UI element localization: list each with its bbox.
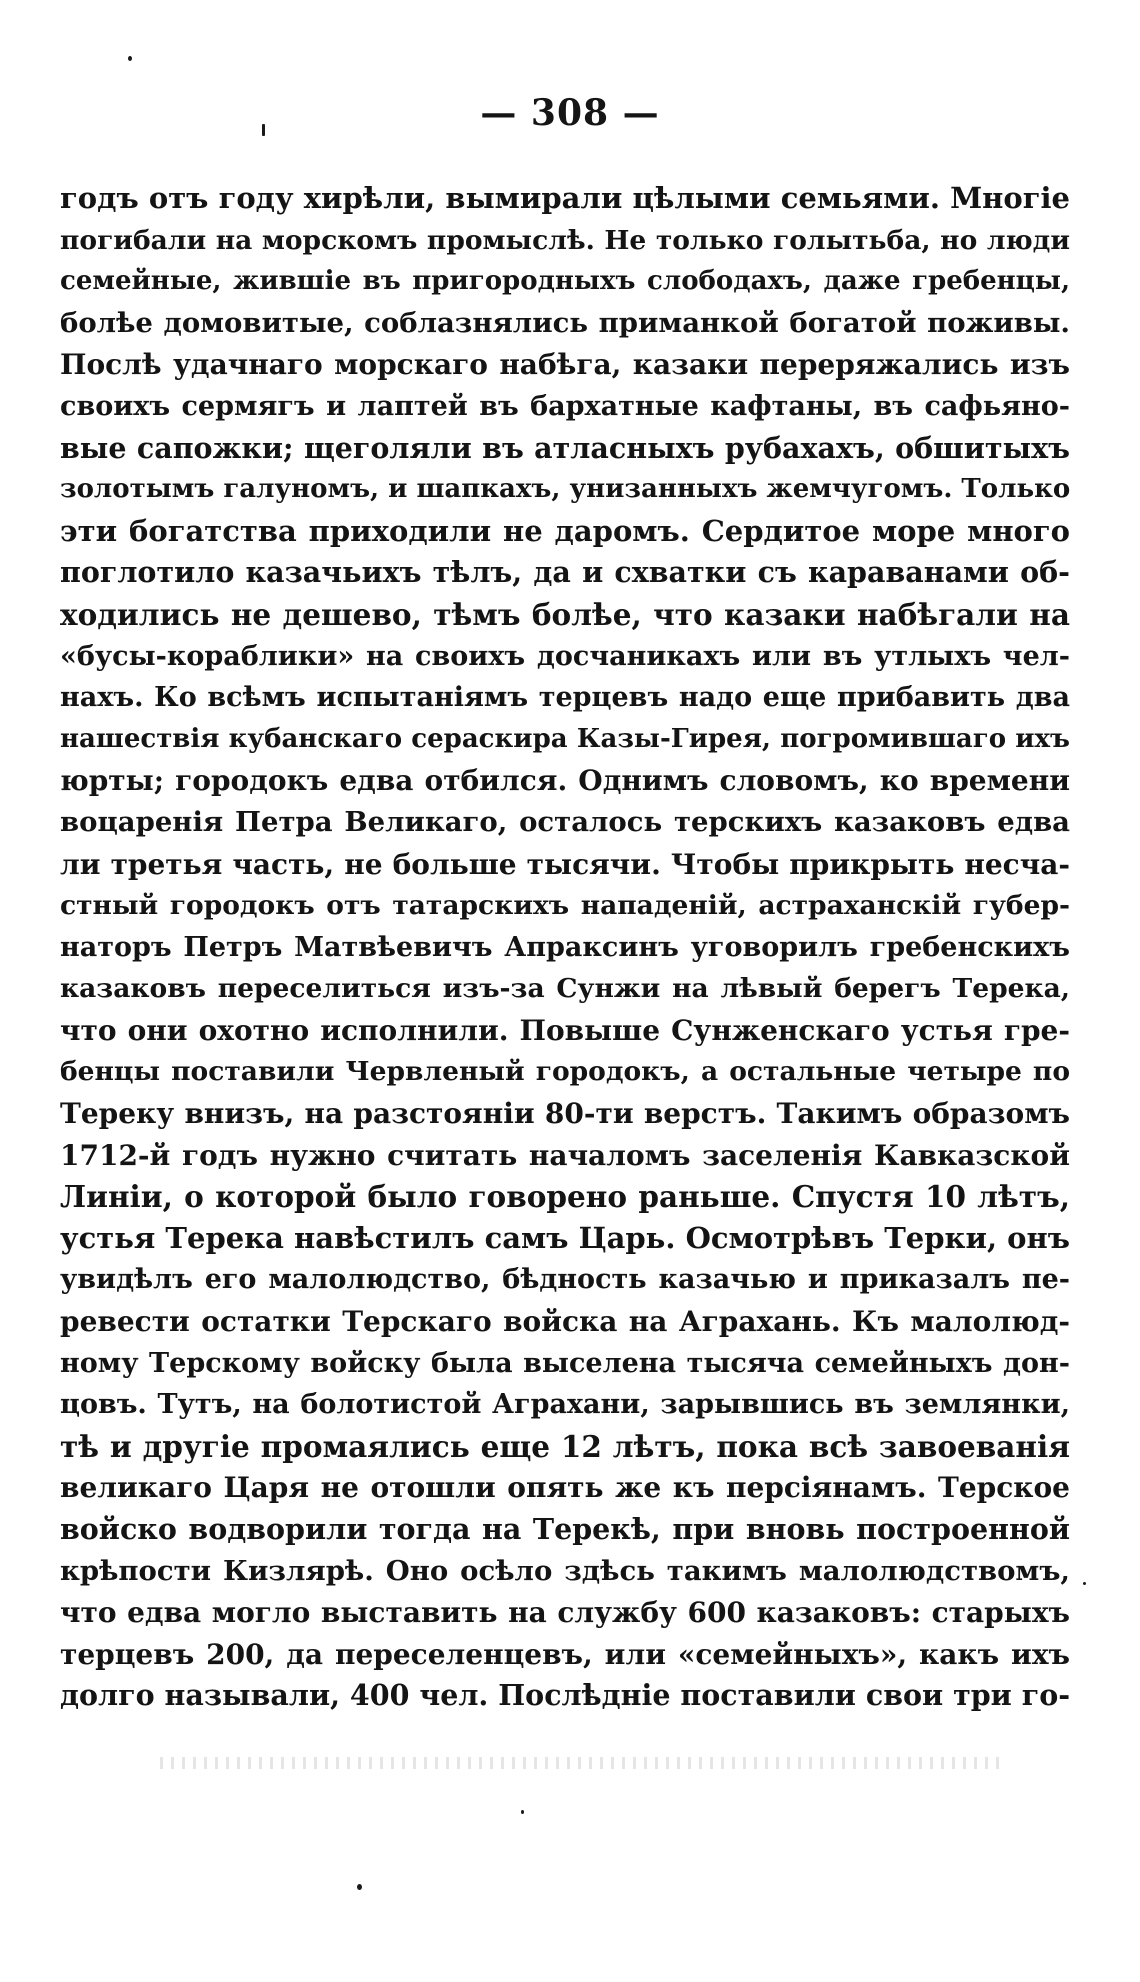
text-line: крѣпости Кизлярѣ. Оно осѣло здѣсь такимъ малолюдствомъ, — [60, 1554, 1070, 1587]
text-line: золотымъ галуномъ, и шапкахъ, унизанныхъ жемчугомъ. Только — [60, 474, 1071, 505]
text-line: ли третья часть, не больше тысячи. Чтобы прикрыть несча- — [60, 847, 1070, 881]
text-line: казаковъ переселиться изъ-за Сунжи на лѣвый берегъ Терека, — [60, 973, 1070, 1005]
text-line: долго называли, 400 чел. Послѣдніе поставили свои три го- — [60, 1678, 1071, 1713]
scan-speck — [521, 1810, 524, 1814]
text-line: ревести остатки Терскаго войска на Аграхань. Къ малолюд- — [60, 1305, 1070, 1339]
text-line: устья Терека навѣстилъ самъ Царь. Осмотрѣвъ Терки, онъ — [60, 1220, 1070, 1255]
text-line: стный городокъ отъ татарскихъ нападеній, астраханскій губер- — [60, 890, 1070, 922]
text-line: цовъ. Тутъ, на болотистой Аграхани, зарывшись въ землянки, — [60, 1389, 1070, 1421]
text-line: погибали на морскомъ промыслѣ. Не только голытьба, но люди — [60, 224, 1070, 256]
text-line: Послѣ удачнаго морскаго набѣга, казаки переряжались изъ — [60, 348, 1070, 382]
scan-speck — [128, 56, 132, 61]
text-line: вые сапожки; щеголяли въ атласныхъ рубахахъ, обшитыхъ — [60, 430, 1070, 465]
bleed-through-line — [160, 1757, 1000, 1769]
text-line: 1712-й годъ нужно считать началомъ заселенія Кавказской — [60, 1138, 1070, 1172]
text-line: тѣ и другіе промаялись еще 12 лѣтъ, пока всѣ завоеванія — [60, 1428, 1070, 1464]
text-line: воцаренія Петра Великаго, осталось терскихъ казаковъ едва — [60, 805, 1070, 838]
text-line: годъ отъ году хирѣли, вымирали цѣлыми семьями. Многіе — [60, 181, 1070, 215]
text-line: терцевъ 200, да переселенцевъ, или «семейныхъ», какъ ихъ — [60, 1637, 1070, 1671]
text-line: войско водворили тогда на Терекѣ, при вновь построенной — [60, 1512, 1070, 1546]
text-line: семейные, жившіе въ пригородныхъ слободахъ, даже гребенцы, — [60, 266, 1070, 297]
body-text — [60, 178, 1070, 1717]
text-line: ходились не дешево, тѣмъ болѣе, что казаки набѣгали на — [60, 596, 1070, 632]
text-line: наторъ Петръ Матвѣевичъ Апраксинъ уговорилъ гребенскихъ — [60, 931, 1070, 963]
text-line: болѣе домовитые, соблазнялись приманкой богатой поживы. — [60, 306, 1070, 339]
text-line: бенцы поставили Червленый городокъ, а остальные четыре по — [60, 1056, 1070, 1088]
text-line: увидѣлъ его малолюдство, бѣдность казачью и приказалъ пе- — [60, 1264, 1070, 1296]
text-line: что едва могло выставить на службу 600 казаковъ: старыхъ — [60, 1596, 1070, 1630]
scan-speck — [262, 124, 265, 136]
text-line: ному Терскому войску была выселена тысяча семейныхъ дон- — [60, 1347, 1070, 1379]
text-line: великаго Царя не отошли опять же къ персіянамъ. Терское — [60, 1471, 1070, 1505]
page-number: — 308 — — [480, 92, 660, 134]
scan-speck — [357, 1884, 362, 1890]
text-line: поглотило казачьихъ тѣлъ, да и схватки съ караванами об- — [60, 555, 1070, 590]
text-line: нашествія кубанскаго сераскира Казы-Гирея, погромившаго ихъ — [60, 723, 1070, 754]
text-line: нахъ. Ко всѣмъ испытаніямъ терцевъ надо еще прибавить два — [60, 682, 1070, 714]
scan-speck — [1083, 1582, 1086, 1585]
text-line: юрты; городокъ едва отбился. Однимъ словомъ, ко времени — [60, 764, 1070, 798]
text-line: что они охотно исполнили. Повыше Сунженскаго устья гре- — [60, 1013, 1070, 1047]
text-line: своихъ сермягъ и лаптей въ бархатные кафтаны, въ сафьяно- — [60, 390, 1070, 422]
text-line: эти богатства приходили не даромъ. Сердитое море много — [60, 513, 1070, 548]
text-line: Тереку внизъ, на разстояніи 80-ти верстъ. Такимъ образомъ — [60, 1097, 1070, 1131]
text-line: «бусы-кораблики» на своихъ досчаникахъ или въ утлыхъ чел- — [60, 640, 1070, 672]
text-line: Линіи, о которой было говорено раньше. Спустя 10 лѣтъ, — [60, 1179, 1070, 1215]
